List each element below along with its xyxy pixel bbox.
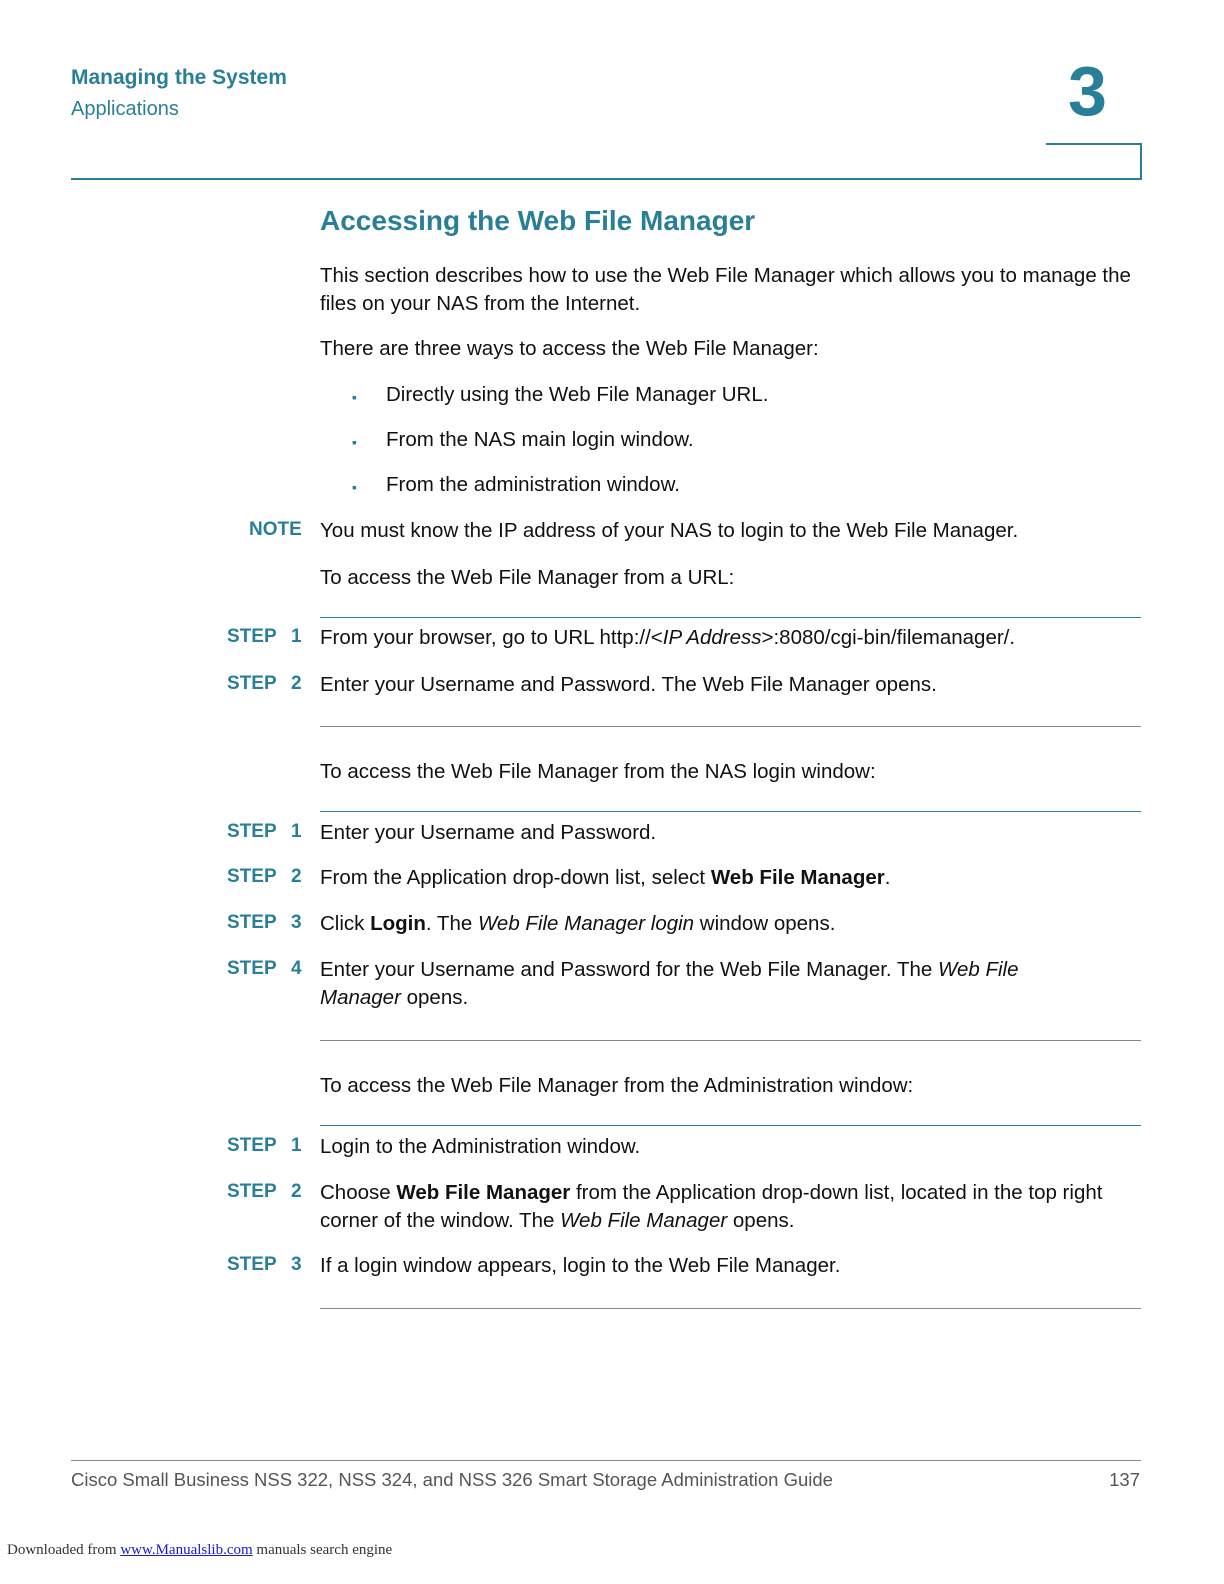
intro-paragraph: This section describes how to use the Web File Manager which allows you to manage the files on your NAS from the Internet. (320, 264, 1131, 315)
bullet-marker: ▪ (352, 389, 357, 405)
manualslib-link[interactable]: www.Manualslib.com (120, 1542, 253, 1558)
header-rule (71, 178, 1142, 180)
procedure-intro: To access the Web File Manager from the Administration window: (320, 1074, 914, 1097)
note-label: NOTE (249, 519, 302, 540)
step-number: 1 (291, 626, 302, 647)
step-number: 2 (291, 673, 302, 694)
bullet-item: Directly using the Web File Manager URL. (386, 383, 769, 406)
step-word: STEP (227, 958, 277, 979)
note-text: You must know the IP address of your NAS to login to the Web File Manager. (320, 519, 1019, 542)
step-text: Enter your Username and Password. (320, 821, 657, 844)
chapter-number: 3 (1068, 52, 1107, 130)
chapter-tab-box (1046, 143, 1142, 179)
step-text: Login to the Administration window. (320, 1135, 641, 1158)
step-word: STEP (227, 912, 277, 933)
section-title: Accessing the Web File Manager (320, 205, 756, 236)
step-number: 2 (291, 1181, 302, 1202)
ways-intro: There are three ways to access the Web File Manager: (320, 337, 819, 360)
running-header-subtitle: Applications (71, 98, 179, 120)
step-word: STEP (227, 866, 277, 887)
procedure-top-rule (320, 811, 1141, 812)
step-word: STEP (227, 1254, 277, 1275)
step-text: Enter your Username and Password. The Web File Manager opens. (320, 673, 937, 696)
download-note: Downloaded from www.Manualslib.com manuals search engine (7, 1542, 393, 1558)
step-label (227, 626, 307, 648)
step-text: Click Login. The Web File Manager login window opens. (320, 912, 836, 935)
footer-doc-title: Cisco Small Business NSS 322, NSS 324, and NSS 326 Smart Storage Administration Guide (71, 1469, 833, 1490)
procedure-top-rule (320, 617, 1141, 618)
step-word: STEP (227, 821, 277, 842)
step-text: If a login window appears, login to the Web File Manager. (320, 1254, 841, 1277)
step-word: STEP (227, 1135, 277, 1156)
step-text: From the Application drop-down list, select Web File Manager. (320, 866, 891, 889)
step-label (227, 821, 307, 843)
step-number: 1 (291, 821, 302, 842)
step-text: Enter your Username and Password for the Web File Manager. The Web File Manager opens. (320, 958, 1019, 1009)
bullet-item: From the administration window. (386, 473, 680, 496)
step-number: 3 (291, 1254, 302, 1275)
procedure-intro: To access the Web File Manager from a URL: (320, 566, 735, 589)
bullet-item: From the NAS main login window. (386, 428, 694, 451)
page-number: 137 (1109, 1469, 1140, 1490)
step-number: 1 (291, 1135, 302, 1156)
procedure-bottom-rule (320, 726, 1141, 727)
step-label (227, 866, 307, 888)
bullet-marker: ▪ (352, 479, 357, 495)
step-number: 4 (291, 958, 302, 979)
procedure-intro: To access the Web File Manager from the NAS login window: (320, 760, 876, 783)
running-header-title: Managing the System (71, 66, 287, 89)
step-label (227, 1135, 307, 1157)
step-label (227, 1254, 307, 1276)
bullet-marker: ▪ (352, 434, 357, 450)
step-word: STEP (227, 673, 277, 694)
step-label (227, 1181, 307, 1203)
procedure-bottom-rule (320, 1308, 1141, 1309)
step-text: From your browser, go to URL http://<IP Address>:8080/cgi-bin/filemanager/. (320, 626, 1016, 649)
step-word: STEP (227, 1181, 277, 1202)
procedure-bottom-rule (320, 1040, 1141, 1041)
step-label (227, 958, 307, 980)
footer-rule (71, 1460, 1141, 1461)
step-number: 3 (291, 912, 302, 933)
step-label (227, 673, 307, 695)
step-word: STEP (227, 626, 277, 647)
step-number: 2 (291, 866, 302, 887)
procedure-top-rule (320, 1125, 1141, 1126)
step-text: Choose Web File Manager from the Application drop-down list, located in the top right corner of the window. The Web File Manager opens. (320, 1181, 1103, 1232)
step-label (227, 912, 307, 934)
